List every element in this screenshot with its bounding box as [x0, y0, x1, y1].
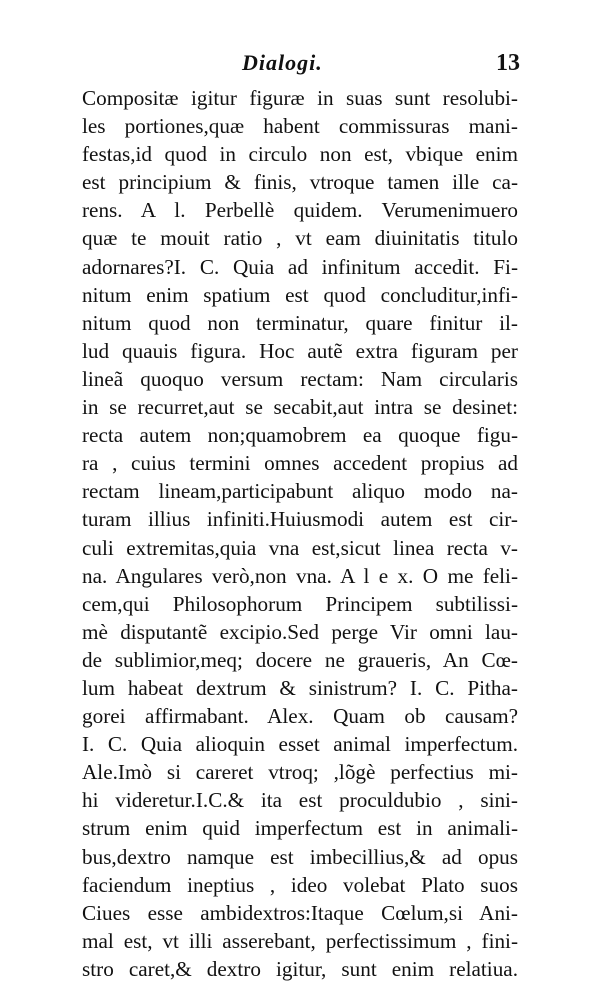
text-line: Ale.Imò si careret vtroq; ,lõgè perfectius mi-	[82, 760, 518, 785]
text-line: de sublimior,meq; docere ne graueris, An Cœ-	[82, 647, 518, 672]
text-line: rens. A l. Perbellè quidem. Verumenimuero	[82, 198, 518, 223]
text-line: rectam lineam,participabunt aliquo modo na-	[82, 479, 518, 504]
text-line: ra , cuius termini omnes accedent propius ad	[82, 451, 518, 476]
text-line: recta autem non;quamobrem ea quoque figu-	[82, 423, 518, 448]
text-line: festas,id quod in circulo non est, vbique enim	[82, 142, 518, 167]
text-line: faciendum ineptius , ideo volebat Plato suos	[82, 872, 518, 897]
text-line: mal est, vt illi asserebant, perfectissimum , fini-	[82, 928, 518, 953]
text-line: lineã quoquo versum rectam: Nam circularis	[82, 366, 518, 391]
text-line: quæ te mouit ratio , vt eam diuinitatis titulo	[82, 226, 518, 251]
text-line: turam illius infiniti.Huiusmodi autem est cir-	[82, 507, 518, 532]
text-line: culi extremitas,quia vna est,sicut linea recta v-	[82, 535, 518, 560]
text-line: Compositæ igitur figuræ in suas sunt resolubi-	[82, 86, 518, 110]
text-line: nitum quod non terminatur, quare finitur il-	[82, 310, 518, 335]
text-line: adornares?I. C. Quia ad infinitum accedit. Fi-	[82, 254, 518, 279]
text-line: I. C. Quia alioquin esset animal imperfectum.	[82, 732, 518, 757]
text-line: lum habeat dextrum & sinistrum? I. C. Pitha-	[82, 675, 518, 700]
page-number: 13	[496, 50, 520, 76]
body-text	[82, 84, 518, 983]
text-line: hi videretur.I.C.& ita est proculdubio , sini-	[82, 788, 518, 813]
text-line: na. Angulares verò,non vna. A l e x. O me feli-	[82, 563, 518, 588]
text-line: les portiones,quæ habent commissuras mani-	[82, 114, 518, 139]
text-line: est principium & finis, vtroque tamen ille ca-	[82, 170, 518, 195]
text-line: in se recurret,aut se secabit,aut intra se desinet:	[82, 395, 518, 420]
text-line: strum enim quid imperfectum est in animali-	[82, 816, 518, 841]
text-line: bus,dextro namque est imbecillius,& ad opus	[82, 844, 518, 869]
text-line: lud quauis figura. Hoc autẽ extra figuram per	[82, 338, 518, 363]
text-line: Ciues esse ambidextros:Itaque Cœlum,si Ani-	[82, 900, 518, 925]
text-line: gorei affirmabant. Alex. Quam ob causam?	[82, 704, 518, 729]
text-line: nitum enim spatium est quod concluditur,infi-	[82, 282, 518, 307]
running-head: Dialogi.	[242, 50, 323, 75]
text-line: cem,qui Philosophorum Principem subtilissi-	[82, 591, 518, 616]
page-header	[82, 50, 522, 84]
text-line: mè disputantẽ excipio.Sed perge Vir omni lau-	[82, 619, 518, 644]
text-line: stro caret,& dextro igitur, sunt enim relatiua.	[82, 956, 518, 981]
